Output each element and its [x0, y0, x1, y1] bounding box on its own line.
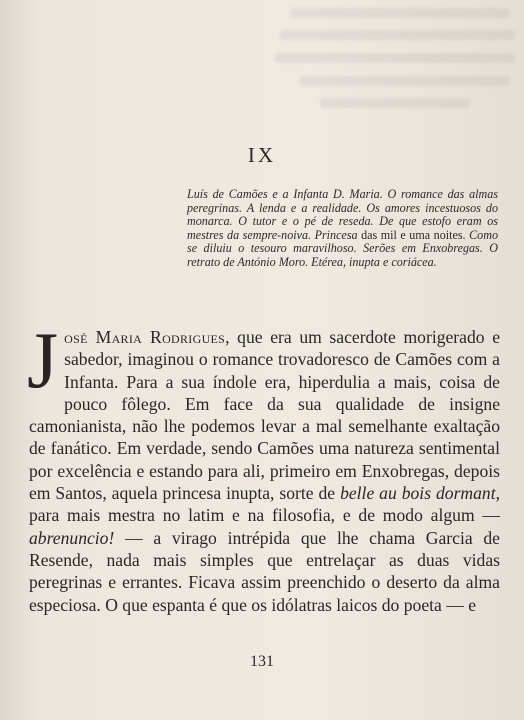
facing-page-bleed-through: [0, 0, 524, 130]
body-segment-italic: abrenuncio!: [29, 527, 115, 548]
summary-segment: Luís de Camões e a Infanta D. Maria. O romance das almas peregrinas. A lenda e a realidade. Os amores incestuosos do monarca. O tutor e o pé de reseda. De que estofo eram os mestres da sempre-noiva. Princesa: [187, 187, 498, 242]
body-segment: — a virago intrépida que lhe chama Garcia de Resende, nada mais simples que entrelaçar as duas vidas peregrinas e errantes. Ficava assim preenchido o deserto da alma especiosa. O que espanta é que os idólatras laicos do poeta — e: [29, 527, 500, 615]
chapter-summary: [187, 188, 498, 270]
drop-cap: J: [27, 317, 59, 405]
page-number: 131: [250, 653, 274, 670]
body-paragraph: [27, 317, 501, 616]
chapter-summary-text: [187, 188, 498, 270]
summary-segment: das mil e uma noites.: [361, 227, 466, 242]
chapter-number: IX: [247, 143, 277, 167]
body-segment: , que era um sacerdote morigerado e sabedor, imaginou o romance trovadoresco de Camões com a Infanta. Para a sua índole era, hiperdulia a mais, coisa de pouco fôlego. Em face da sua qualidade de insigne camonianista, não lhe podemos levar a mal semelhante exaltação de fanático. Em verdade, sendo Camões uma natureza sentimental por excelência e estando para ali, primeiro em Enxobregas, depois em Santos, aquela princesa inupta, sorte de: [29, 327, 501, 504]
summary-segment: Como se diluiu o tesouro maravilhoso. Serões em Enxobregas. O retrato de António Moro. Etérea, inupta e coriácea.: [187, 227, 499, 269]
body-text: [27, 317, 501, 616]
body-segment: , para mais mestra no latim e na filosofia, e de modo algum —: [29, 483, 501, 526]
body-segment-italic: belle au bois dormant: [340, 483, 496, 504]
author-name-smallcaps: osé Maria Rodrigues: [64, 327, 226, 347]
